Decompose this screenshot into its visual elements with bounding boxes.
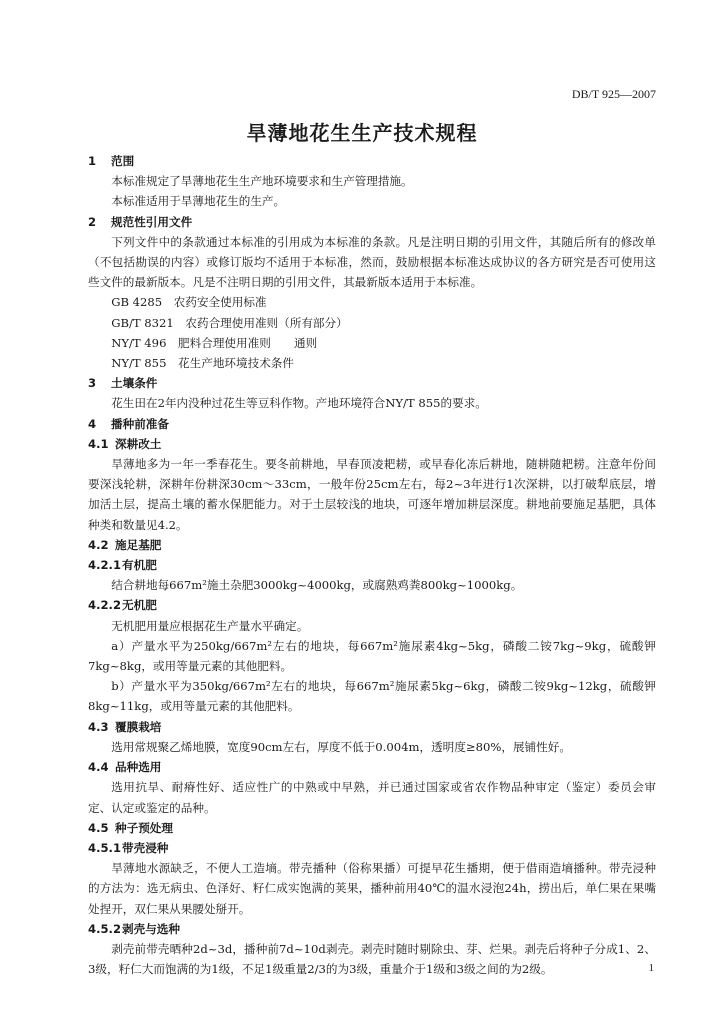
heading-4-5-2: 4.5.2剥壳与选种 [88,921,180,936]
reference-item: GB/T 8321 农药合理使用准则（所有部分） [111,315,348,330]
paragraph: 结合耕地每667m²施土杂肥3000kg~4000kg，或腐熟鸡粪800kg~1000kg。 [111,578,523,593]
paragraph: 选用常规聚乙烯地膜，宽度90cm左右，厚度不低于0.004m，透明度≥80%，展铺性好。 [111,739,571,754]
paragraph: 本标准适用于旱薄地花生的生产。 [111,194,286,209]
paragraph: 旱薄地水源缺乏，不便人工造墒。带壳播种（俗称果播）可提早花生播期，便于借雨造墒播种。带壳浸种的方法为：选无病虫、色泽好、籽仁成实饱满的荚果，播种前用40℃的温水浸泡24h，捞出后，单仁果在果嘴处捏开，双仁果从果腰处掰开。 [88,861,656,916]
heading-4-5: 4.5 种子预处理 [88,820,173,835]
heading-4-4: 4.4 品种选用 [88,760,162,775]
heading-2: 2 规范性引用文件 [88,214,193,229]
paragraph: 下列文件中的条款通过本标准的引用成为本标准的条款。凡是注明日期的引用文件，其随后所有的修改单（不包括勘误的内容）或修订版均不适用于本标准，然而，鼓励根据本标准达成协议的各方研究是否可使用这些文件的最新版本。凡是不注明日期的引用文件，其最新版本适用于本标准。 [88,234,656,290]
heading-1: 1 范围 [88,154,135,168]
paragraph: 花生田在2年内没种过花生等豆科作物。产地环境符合NY/T 855的要求。 [111,396,487,411]
reference-item: GB 4285 农药安全使用标准 [111,295,267,310]
heading-4-5-1: 4.5.1带壳浸种 [88,840,169,855]
paragraph: 选用抗旱、耐瘠性好、适应性广的中熟或中早熟，并已通过国家或省农作物品种审定（鉴定）委员会审定、认定或鉴定的品种。 [88,780,656,815]
heading-4-2-2: 4.2.2无机肥 [88,598,157,613]
page-number: 1 [648,962,654,974]
paragraph: 无机肥用量应根据花生产量水平确定。 [111,618,309,633]
paragraph: 旱薄地多为一年一季春花生。要冬前耕地，早春顶凌耙耢，或早春化冻后耕地，随耕随耙耢。注意年份间要深浅轮耕，深耕年份耕深30cm～33cm，一般年份25cm左右，每2~3年进行1次深耕，以打破犁底层，增加活土层，提高土壤的蓄水保肥能力。对于土层较浅的地块，可逐年增加耕层深度。耕地前要施足基肥，具体种类和数量见4.2。 [88,457,656,532]
heading-4: 4 播种前准备 [88,416,169,431]
reference-item: NY/T 496 肥料合理使用准则 通则 [111,335,318,350]
heading-4-2: 4.2 施足基肥 [88,537,162,552]
list-item: a）产量水平为250kg/667m²左右的地块，每667m²施尿素4kg~5kg，磷酸二铵7kg~9kg，硫酸钾7kg~8kg，或用等量元素的其他肥料。 [88,638,656,674]
document-title: 旱薄地花生生产技术规程 [246,121,478,145]
heading-3: 3 土壤条件 [88,376,158,391]
heading-4-2-1: 4.2.1有机肥 [88,558,157,573]
standard-number: DB/T 925—2007 [571,87,656,101]
heading-4-3: 4.3 覆膜栽培 [88,719,162,734]
document-body [88,151,656,979]
paragraph: 剥壳前带壳晒种2d~3d，播种前7d~10d剥壳。剥壳时随时剔除虫、芽、烂果。剥壳后将种子分成1、2、3级，籽仁大而饱满的为1级，不足1级重量2/3的为3级，重量介于1级和3级之间的为2级。 [88,941,656,977]
paragraph: 本标准规定了旱薄地花生生产地环境要求和生产管理措施。 [111,174,413,189]
list-item: b）产量水平为350kg/667m²左右的地块，每667m²施尿素5kg~6kg，磷酸二铵9kg~12kg，硫酸钾8kg~11kg，或用等量元素的其他肥料。 [88,679,656,714]
reference-item: NY/T 855 花生产地环境技术条件 [111,356,294,371]
heading-4-1: 4.1 深耕改土 [88,436,162,451]
